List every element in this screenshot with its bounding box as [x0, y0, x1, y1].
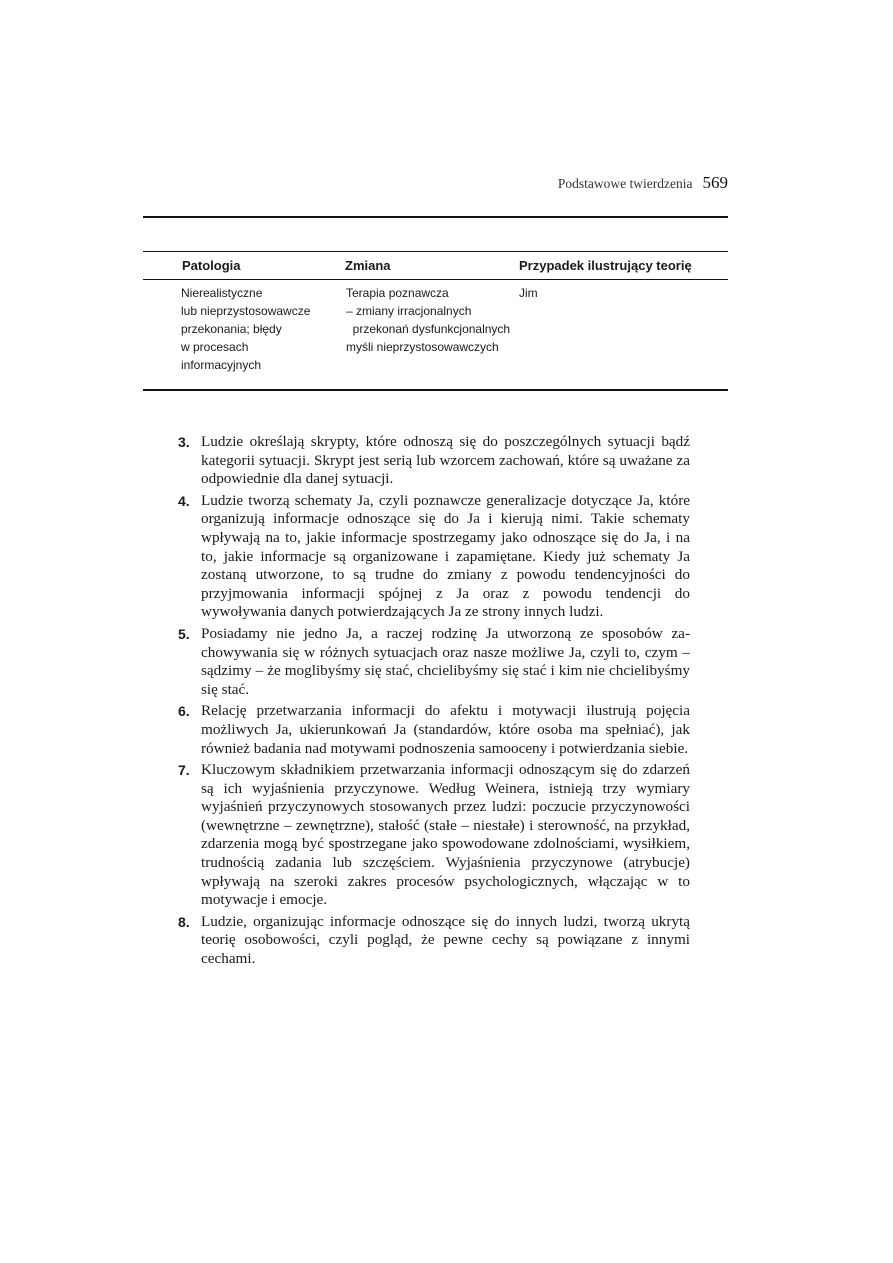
list-item [178, 913, 690, 969]
list-item-number: 5. [178, 625, 190, 642]
table-header-przypadek: Przypadek ilustrujący teorię [519, 258, 692, 273]
table-bottom-rule [143, 389, 728, 391]
list-item [178, 433, 690, 489]
list-item [178, 625, 690, 699]
page-number: 569 [702, 173, 728, 192]
list-item [178, 702, 690, 758]
list-item-text: Ludzie, organizując informacje odnoszące się do innych ludzi, tworzą ukrytą teorię osobowości, czyli pogląd, że pewne cechy są powiązane z innymi cechami. [201, 912, 690, 968]
list-item-text: Posiadamy nie jedno Ja, a raczej rodzinę Ja utworzoną ze sposobów zachowywania się w różnych sytuacjach oraz nasze możliwe Ja, czyli to, czym – sądzimy – że moglibyśmy się stać, chcielibyśmy się stać i kim nie chcielibyśmy się stać. [201, 624, 690, 698]
list-item [178, 492, 690, 622]
numbered-list [178, 433, 690, 972]
list-item [178, 761, 690, 910]
list-item-number: 7. [178, 762, 190, 779]
table-header-rule [143, 279, 728, 280]
running-header [400, 173, 728, 193]
table-cell-zmiana: Terapia poznawcza – zmiany irracjonalnych przekonań dysfunkcjonalnych myśli nieprzystosowawczych [346, 286, 511, 354]
list-item-text: Kluczowym składnikiem przetwarzania informacji odnoszącym się do zdarzeń są ich wyjaśnienia przyczynowe. Według Weinera, istnieją trzy wymiary wyjaśnień przyczynowych stosowanych przez ludzi: poczucie przyczynowości (wewnętrzne – zewnętrzne), stałość (stałe – niestałe) i sterowność, na przykład, zdarzenia mogą być spostrzegane jako spowodowane zdolnościami, wysiłkiem, trudnością zadania lub szczęściem. Wyjaśnienia przyczynowe (atrybucje) wpływają na szeroki zakres procesów psychologicznych, włączając w to motywacje i emocje. [201, 761, 690, 909]
table-cell-przypadek: Jim [519, 286, 538, 300]
list-item-number: 6. [178, 703, 190, 720]
list-item-text: Relację przetwarzania informacji do afektu i motywacji ilustrują pojęcia możliwych Ja, ukierunkowań Ja (standardów, które osoba ma spełniać), jak również badania nad motywami podnoszenia samooceny i potwierdzania siebie. [201, 702, 690, 757]
list-item-number: 8. [178, 913, 190, 930]
table-header-zmiana: Zmiana [345, 258, 391, 273]
table-header-patologia: Patologia [182, 258, 241, 273]
list-item-text: Ludzie tworzą schematy Ja, czyli poznawcze generalizacje dotyczące Ja, które organizują informacje odnoszące się do Ja i kierują nimi. Takie schematy wpływają na to, jakie informacje spostrzegamy jako odnoszące się do Ja, i na to, jakie informacje są organizowane i zapamiętane. Kiedy już schematy Ja zostaną utworzone, to są trudne do zmiany z powodu tendencyjności do przyjmowania informacji spójnej z Ja oraz z powodu tendencji do wywoływania danych potwierdzających Ja ze strony innych ludzi. [201, 491, 690, 621]
table-cell-patologia: Nierealistyczne lub nieprzystosowawcze przekonania; błędy w procesach informacyjnych [181, 286, 311, 372]
list-item-text: Ludzie określają skrypty, które odnoszą się do poszczególnych sytuacji bądź kategorii sytuacji. Skrypt jest serią lub wzorcem zachowań, które są uważane za odpowiednie dla danej sytuacji. [201, 433, 690, 488]
top-rule [143, 216, 728, 218]
list-item-number: 4. [178, 492, 190, 509]
running-title: Podstawowe twierdzenia [557, 176, 693, 191]
list-item-number: 3. [178, 434, 190, 450]
table-top-rule [143, 251, 728, 252]
